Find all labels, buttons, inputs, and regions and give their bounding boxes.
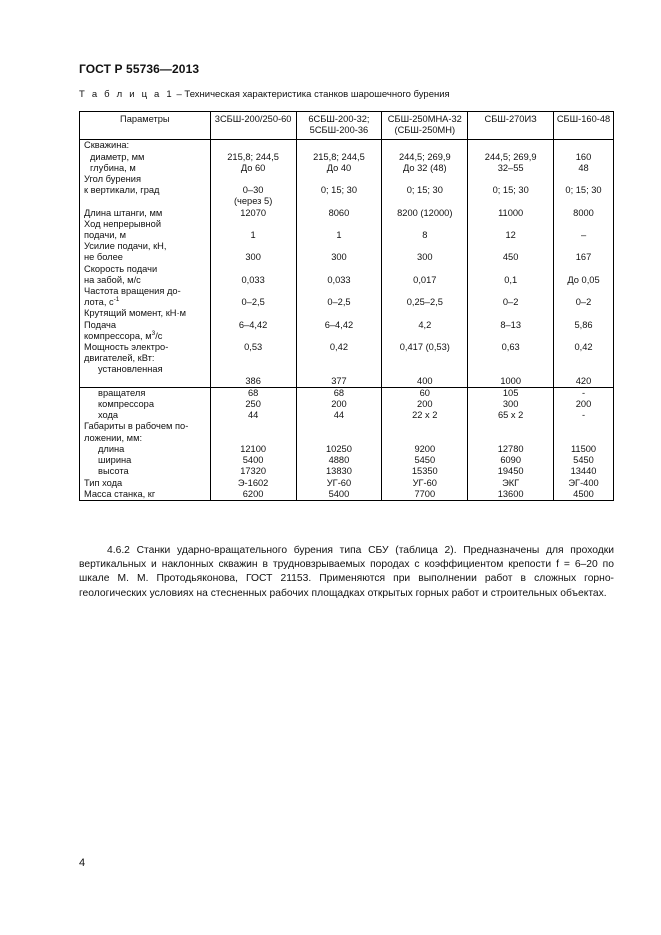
row-label: ширина <box>80 455 211 466</box>
table-cell: До 40 <box>296 163 382 174</box>
table-cell: 0,25–2,5 <box>382 297 468 308</box>
table-cell: 12070 <box>210 208 296 219</box>
page-number: 4 <box>79 857 86 869</box>
table-row <box>80 297 614 308</box>
table-cell: 32–55 <box>468 163 554 174</box>
table-cell: 4880 <box>296 455 382 466</box>
column-header: СБШ-270ИЗ <box>468 112 554 140</box>
table-cell: 65 x 2 <box>468 410 554 421</box>
table-cell: (через 5) <box>210 196 296 207</box>
table-cell: 200 <box>296 399 382 410</box>
table-cell: 450 <box>468 252 554 263</box>
table-row <box>80 308 614 319</box>
table-cell: 0,42 <box>554 342 614 353</box>
table-row <box>80 230 614 241</box>
table-cell: 17320 <box>210 466 296 477</box>
table-row <box>80 331 614 342</box>
table-row <box>80 421 614 432</box>
table-cell: 0,017 <box>382 275 468 286</box>
table-caption-text: – Техническая характеристика станков шарошечного бурения <box>173 89 450 100</box>
table-cell: ЭКГ <box>468 478 554 489</box>
table-cell: 215,8; 244,5 <box>210 152 296 163</box>
table-cell: УГ-60 <box>296 478 382 489</box>
row-label: Подача <box>80 320 211 331</box>
table-row <box>80 140 614 152</box>
row-label: Скважина: <box>80 140 211 152</box>
table-row <box>80 208 614 219</box>
table-cell: 300 <box>210 252 296 263</box>
table-cell: 0–2 <box>468 297 554 308</box>
table-cell: 68 <box>296 387 382 399</box>
column-header: СБШ-250МНА-32 (СБШ-250МН) <box>382 112 468 140</box>
table-cell: 5450 <box>382 455 468 466</box>
row-label: подачи, м <box>80 230 211 241</box>
table-cell: 12 <box>468 230 554 241</box>
table-cell: 0–2,5 <box>210 297 296 308</box>
table-cell: 4500 <box>554 489 614 501</box>
table-cell: 0,63 <box>468 342 554 353</box>
table-cell: До 60 <box>210 163 296 174</box>
table-row <box>80 478 614 489</box>
column-header: 3СБШ-200/250-60 <box>210 112 296 140</box>
table-cell: 1 <box>296 230 382 241</box>
table-cell: 1000 <box>468 376 554 388</box>
table-cell: 13440 <box>554 466 614 477</box>
row-label: хода <box>80 410 211 421</box>
table-cell: - <box>554 410 614 421</box>
specs-table <box>79 111 614 501</box>
row-label: к вертикали, град <box>80 185 211 196</box>
row-label: Габариты в рабочем по- <box>80 421 211 432</box>
row-label: Длина штанги, мм <box>80 208 211 219</box>
row-label: не более <box>80 252 211 263</box>
table-cell: 0–30 <box>210 185 296 196</box>
table-row <box>80 163 614 174</box>
table-cell: 0,53 <box>210 342 296 353</box>
table-cell: 0; 15; 30 <box>554 185 614 196</box>
table-caption <box>79 89 450 100</box>
table-cell: 6200 <box>210 489 296 501</box>
row-label: длина <box>80 444 211 455</box>
table-row <box>80 387 614 399</box>
table-row <box>80 444 614 455</box>
table-row <box>80 241 614 252</box>
table-cell: 167 <box>554 252 614 263</box>
row-label: Скорость подачи <box>80 264 211 275</box>
table-cell: 12100 <box>210 444 296 455</box>
table-cell: 0; 15; 30 <box>468 185 554 196</box>
row-label: на забой, м/с <box>80 275 211 286</box>
table-cell: 68 <box>210 387 296 399</box>
table-cell: 44 <box>296 410 382 421</box>
row-label: Мощность электро- <box>80 342 211 353</box>
table-cell: 44 <box>210 410 296 421</box>
table-cell: 8000 <box>554 208 614 219</box>
table-cell: 0,033 <box>210 275 296 286</box>
table-cell: 8200 (12000) <box>382 208 468 219</box>
row-label: диаметр, мм <box>80 152 211 163</box>
row-label: Угол бурения <box>80 174 211 185</box>
table-header-row <box>80 112 614 140</box>
table-row <box>80 174 614 185</box>
table-cell: 9200 <box>382 444 468 455</box>
table-row <box>80 252 614 263</box>
table-row <box>80 353 614 364</box>
table-cell: 10250 <box>296 444 382 455</box>
table-cell: 0–2 <box>554 297 614 308</box>
table-row <box>80 185 614 196</box>
table-row <box>80 286 614 297</box>
table-cell: Э-1602 <box>210 478 296 489</box>
table-cell: 8060 <box>296 208 382 219</box>
row-label: Масса станка, кг <box>80 489 211 501</box>
table-cell: До 32 (48) <box>382 163 468 174</box>
table-cell: 11000 <box>468 208 554 219</box>
table-row <box>80 410 614 421</box>
body-paragraph: 4.6.2 Станки ударно-вращательного бурения типа СБУ (таблица 2). Предназначены для проходки вертикальных и наклонных скважин в трудновзрываемых породах с коэффициентом крепости f = 6–20 по шкале М. М. Протодьяконова, ГОСТ 21153. Применяются при выполнении работ в сложных горно-геологических условиях на стесненных рабочих площадках открытых горных работ и строительных объектах. <box>79 545 614 599</box>
row-label: установленная <box>80 364 211 375</box>
column-header: СБШ-160-48 <box>554 112 614 140</box>
table-row <box>80 196 614 207</box>
table-cell: 19450 <box>468 466 554 477</box>
table-cell: 200 <box>382 399 468 410</box>
table-cell: 0; 15; 30 <box>382 185 468 196</box>
table-cell: 300 <box>382 252 468 263</box>
table-cell: 22 x 2 <box>382 410 468 421</box>
table-cell: 1 <box>210 230 296 241</box>
table-cell: 250 <box>210 399 296 410</box>
row-label: Тип хода <box>80 478 211 489</box>
table-row <box>80 455 614 466</box>
table-caption-prefix: Т а б л и ц а 1 <box>79 89 174 100</box>
table-cell: УГ-60 <box>382 478 468 489</box>
column-header: Параметры <box>80 112 211 140</box>
table-cell: До 0,05 <box>554 275 614 286</box>
table-row <box>80 399 614 410</box>
table-cell: 5400 <box>296 489 382 501</box>
table-cell: 0,42 <box>296 342 382 353</box>
row-label: двигателей, кВт: <box>80 353 211 364</box>
table-cell: 8 <box>382 230 468 241</box>
table-cell: 5400 <box>210 455 296 466</box>
table-cell: – <box>554 230 614 241</box>
table-row <box>80 275 614 286</box>
table-row <box>80 219 614 230</box>
table-cell: 0,1 <box>468 275 554 286</box>
row-label: глубина, м <box>80 163 211 174</box>
table-cell: 12780 <box>468 444 554 455</box>
table-cell: 420 <box>554 376 614 388</box>
table-cell: 200 <box>554 399 614 410</box>
row-label: Частота вращения до- <box>80 286 211 297</box>
table-cell: 13600 <box>468 489 554 501</box>
row-label: компрессора <box>80 399 211 410</box>
table-cell: 244,5; 269,9 <box>382 152 468 163</box>
table-cell: 244,5; 269,9 <box>468 152 554 163</box>
table-row <box>80 320 614 331</box>
table-cell: 8–13 <box>468 320 554 331</box>
table-cell: ЭГ-400 <box>554 478 614 489</box>
table-cell: 11500 <box>554 444 614 455</box>
table-cell: 15350 <box>382 466 468 477</box>
table-row <box>80 364 614 375</box>
table-cell: 300 <box>468 399 554 410</box>
table-row <box>80 342 614 353</box>
table-cell: 0,033 <box>296 275 382 286</box>
row-label: Ход непрерывной <box>80 219 211 230</box>
table-cell: 377 <box>296 376 382 388</box>
table-cell: 7700 <box>382 489 468 501</box>
row-label: высота <box>80 466 211 477</box>
table-cell: - <box>554 387 614 399</box>
row-label: лота, $с^{-1}$ <box>80 297 211 308</box>
table-cell: 60 <box>382 387 468 399</box>
table-cell: 5450 <box>554 455 614 466</box>
table-row <box>80 376 614 388</box>
row-label: Усилие подачи, кН, <box>80 241 211 252</box>
column-header: 6СБШ-200-32; 5СБШ-200-36 <box>296 112 382 140</box>
table-cell: 215,8; 244,5 <box>296 152 382 163</box>
table-cell: 0,417 (0,53) <box>382 342 468 353</box>
table-row <box>80 264 614 275</box>
row-label: Крутящий момент, кН·м <box>80 308 211 319</box>
document-id: ГОСТ Р 55736—2013 <box>79 62 200 76</box>
row-label: компрессора, $м^3/с$ <box>80 331 211 342</box>
table-cell: 48 <box>554 163 614 174</box>
table-cell: 0–2,5 <box>296 297 382 308</box>
table-cell: 400 <box>382 376 468 388</box>
table-cell: 160 <box>554 152 614 163</box>
table-row <box>80 433 614 444</box>
table-cell: 6090 <box>468 455 554 466</box>
table-cell: 105 <box>468 387 554 399</box>
row-label: вращателя <box>80 387 211 399</box>
table-cell: 0; 15; 30 <box>296 185 382 196</box>
table-row <box>80 466 614 477</box>
table-cell: 4,2 <box>382 320 468 331</box>
table-cell: 300 <box>296 252 382 263</box>
table-row <box>80 489 614 501</box>
table-cell: 6–4,42 <box>296 320 382 331</box>
row-label: ложении, мм: <box>80 433 211 444</box>
table-cell: 5,86 <box>554 320 614 331</box>
table-cell: 13830 <box>296 466 382 477</box>
table-cell: 386 <box>210 376 296 388</box>
table-row <box>80 152 614 163</box>
table-cell: 6–4,42 <box>210 320 296 331</box>
